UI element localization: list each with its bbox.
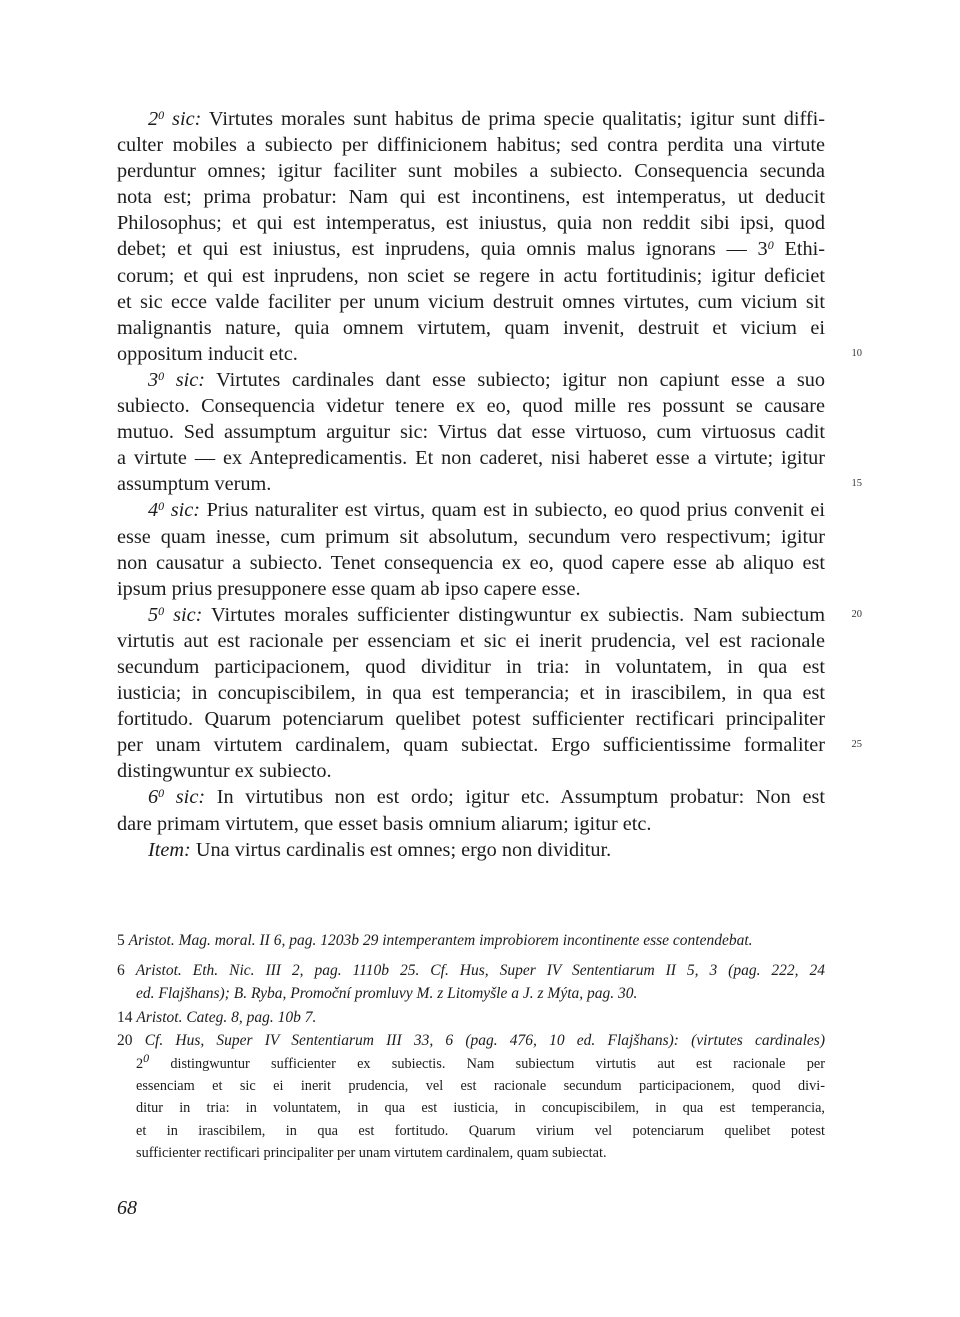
footnote-citation: Aristot. Mag. moral. II 6, pag. 1203b 29 intemperantem improbiorem incontinente esse contendebat. [128, 932, 753, 949]
line-text: In virtutibus non est ordo; igitur etc. Assumptum probatur: Non est [205, 786, 825, 809]
text-line [117, 811, 825, 837]
footnote-number: 5 [117, 932, 125, 949]
item-number: 4 [148, 499, 159, 522]
text-line [117, 524, 825, 550]
line-text: per unam virtutem cardinalem, quam subiectat. Ergo sufficientissime formaliter [117, 734, 825, 757]
line-text: Virtutes morales sufficienter distingwuntur ex subiectis. Nam subiectum [202, 603, 825, 626]
footnote-line [117, 929, 825, 953]
sic-label: sic: [164, 108, 202, 130]
text-line [117, 680, 825, 706]
sic-label: sic: [164, 499, 200, 522]
text-line [117, 837, 825, 863]
text-line [117, 289, 825, 315]
line-text: Prius naturaliter est virtus, quam est in subiecto, eo quod prius convenit ei [200, 499, 825, 522]
line-text: ipsum prius presupponere esse quam ab ipso capere esse. [117, 577, 581, 600]
ordinal-superscript: 0 [158, 368, 165, 383]
line-text: subiecto. Consequencia videtur tenere ex eo, quod mille res possunt se causare [117, 395, 825, 418]
footnote-text: essenciam et sic ei inerit prudencia, vel est racionale secundum participacionem, quod divi- [136, 1078, 825, 1095]
footnote-line [117, 982, 825, 1006]
line-text: oppositum inducit etc. [117, 342, 298, 365]
item-number: 3 [148, 368, 159, 391]
footnote-text: 2 [136, 1055, 144, 1072]
sic-label: sic: [164, 786, 206, 809]
line-text: mutuo. Sed assumptum arguitur sic: Virtus dat esse virtuoso, cum virtuosus cadit [117, 421, 825, 444]
footnote-text: sufficienter rectificari principaliter per unam virtutem cardinalem, quam subiectat. [136, 1144, 607, 1161]
text-line [117, 445, 825, 471]
text-line [117, 184, 825, 210]
text-line [117, 132, 825, 158]
line-text: Ethi- [773, 238, 825, 261]
line-text: a virtute — ex Antepredicamentis. Et non caderet, nisi haberet esse a virtute; igitur [117, 447, 825, 470]
text-line [117, 315, 825, 341]
footnotes [117, 929, 825, 1164]
line-number: 10 [851, 347, 862, 359]
footnote-line [117, 1075, 825, 1097]
line-text: corum; et qui est inprudens, non sciet se regere in actu fortitudinis; igitur deficiet [117, 264, 825, 287]
text-line [117, 784, 825, 810]
line-number: 15 [851, 478, 862, 490]
sic-label: sic: [164, 368, 205, 391]
line-text: nota est; prima probatur: Nam qui est incontinens, est intemperatus, ut deducit [117, 186, 825, 209]
text-line [117, 106, 825, 132]
footnote [117, 1006, 825, 1030]
text-line [117, 706, 825, 732]
line-text: distingwuntur ex subiecto. [117, 760, 332, 783]
footnote-number: 20 [117, 1032, 133, 1050]
text-line [117, 758, 825, 784]
line-text: malignantis nature, quia omnem virtutem, quam invenit, destruit et vicium ei [117, 316, 825, 339]
ordinal-superscript: 0 [158, 499, 165, 514]
line-text: secundum participacionem, quod dividitur in tria: in voluntatem, in qua est [117, 655, 825, 678]
item-number: 6 [148, 786, 159, 809]
text-line [117, 654, 825, 680]
text-line [117, 602, 862, 628]
main-text [117, 106, 862, 863]
ordinal-superscript: 0 [767, 238, 774, 253]
line-text: iusticia; in concupiscibilem, in qua est temperancia; et in irascibilem, in qua est [117, 682, 825, 705]
ordinal-superscript: 0 [158, 786, 165, 801]
text-line [117, 419, 825, 445]
text-line [117, 550, 825, 576]
line-text: fortitudo. Quarum potenciarum quelibet potest sufficienter rectificari principaliter [117, 708, 825, 731]
line-text: Virtutes morales sunt habitus de prima specie qualitatis; igitur sunt diffi- [201, 108, 825, 130]
line-text: virtutis aut est racionale per essenciam et sic ei inerit prudencia, vel est racionale [117, 629, 825, 652]
footnote-text: distingwuntur sufficienter ex subiectis. Nam subiectum virtutis aut est racionale per [149, 1055, 825, 1072]
footnote-text: et in irascibilem, in qua est fortitudo. Quarum virium vel potenciarum quelibet potest [136, 1122, 825, 1139]
line-text: debet; et qui est iniustus, est inprudens, quia omnis malus ignorans — 3 [117, 238, 768, 261]
ordinal-superscript: 0 [143, 1050, 150, 1065]
item-number: 5 [148, 603, 159, 626]
footnote-line [117, 1142, 825, 1164]
footnote-citation: Cf. Hus, Super IV Sententiarum III 33, 6 (pag. 476, 10 ed. Flajšhans): (virtutes cardinales) [144, 1032, 825, 1050]
footnote-citation: Aristot. Categ. 8, pag. 10b 7. [136, 1008, 317, 1026]
footnote-number: 6 [117, 961, 125, 979]
line-text: esse quam inesse, cum primum sit absolutum, secundum vero respectivum; igitur [117, 525, 825, 548]
page-number: 68 [117, 1197, 137, 1219]
text-line [117, 341, 862, 367]
text-line [117, 210, 825, 236]
text-line [117, 628, 825, 654]
text-line [117, 471, 862, 497]
footnote-line [117, 1050, 825, 1075]
line-text: non causatur a subiecto. Tenet consequencia ex eo, quod capere esse ab aliquo est [117, 551, 825, 574]
footnote-line [117, 1029, 825, 1053]
line-text: perduntur omnes; igitur faciliter sunt mobiles a subiecto. Consequencia secunda [117, 160, 825, 183]
footnote-line [117, 959, 825, 983]
text-line [117, 367, 825, 393]
item-label: Item: [148, 838, 191, 861]
ordinal-superscript: 0 [158, 603, 165, 618]
footnote-text: ditur in tria: in voluntatem, in qua est iusticia, in concupiscibilem, in qua est temperancia, [136, 1100, 825, 1117]
line-text: Virtutes cardinales dant esse subiecto; igitur non capiunt esse a suo [204, 368, 825, 391]
footnote [117, 959, 825, 1006]
footnote-line [117, 1006, 825, 1030]
line-text: assumptum verum. [117, 473, 272, 496]
line-text: dare primam virtutem, que esset basis omnium aliarum; igitur etc. [117, 812, 652, 835]
text-line [117, 497, 825, 523]
text-line [117, 158, 825, 184]
text-line [117, 393, 825, 419]
text-line [117, 576, 825, 602]
line-text: Una virtus cardinalis est omnes; ergo non dividitur. [190, 838, 612, 861]
text-line [117, 732, 862, 758]
line-number: 20 [851, 608, 862, 620]
item-number: 2 [148, 108, 159, 130]
footnote-citation: ed. Flajšhans); B. Ryba, Promoční promluvy M. z Litomyšle a J. z Mýta, pag. 30. [136, 985, 638, 1003]
line-text: Philosophus; et qui est intemperatus, est iniustus, quia non reddit sibi ipsi, quod [117, 212, 825, 235]
footnote-line [117, 1097, 825, 1119]
line-text: culter mobiles a subiecto per diffinicionem habitus; sed contra perdita una virtute [117, 134, 825, 157]
footnote [117, 929, 825, 953]
text-line [117, 263, 825, 289]
sic-label: sic: [164, 603, 203, 626]
footnote-citation: Aristot. Eth. Nic. III 2, pag. 1110b 25. Cf. Hus, Super IV Sententiarum II 5, 3 (pag. 222, 24 [135, 961, 825, 979]
footnote-number: 14 [117, 1008, 133, 1026]
text-line [117, 236, 825, 262]
line-number: 25 [851, 739, 862, 751]
line-text: et sic ecce valde faciliter per unum vicium destruit omnes virtutes, cum vicium sit [117, 290, 825, 313]
footnote-line [117, 1120, 825, 1142]
ordinal-superscript: 0 [158, 108, 165, 122]
footnote [117, 1029, 825, 1164]
